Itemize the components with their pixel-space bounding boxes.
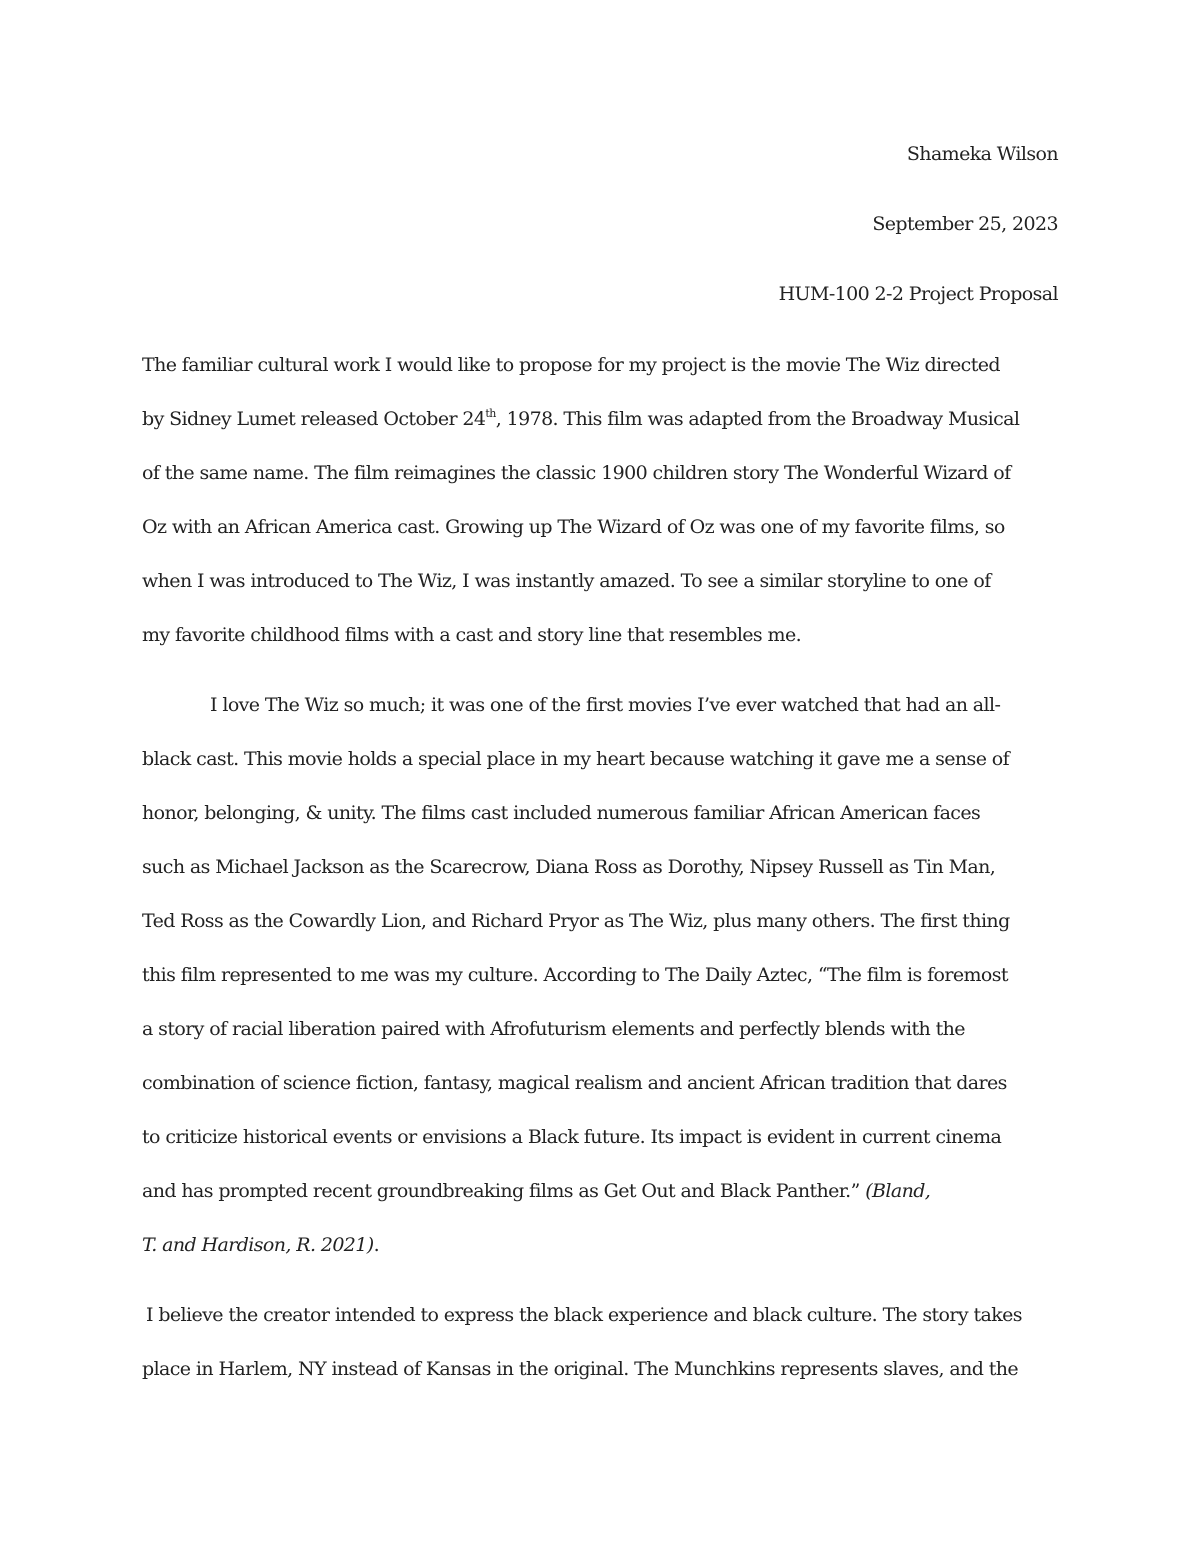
paragraph-line: when I was introduced to The Wiz, I was instantly amazed. To see a similar storyline to one of xyxy=(142,570,991,592)
paragraph-line: T. and Hardison, R. 2021). xyxy=(142,1234,380,1256)
superscript: th xyxy=(485,407,496,420)
paragraph-line: place in Harlem, NY instead of Kansas in the original. The Munchkins represents slaves, and the xyxy=(142,1358,1019,1380)
paragraph-line: a story of racial liberation paired with Afrofuturism elements and perfectly blends with the xyxy=(142,1018,965,1040)
paragraph-line: The familiar cultural work I would like to propose for my project is the movie The Wiz directed xyxy=(142,354,1000,376)
paragraph-line: Oz with an African America cast. Growing up The Wizard of Oz was one of my favorite films, so xyxy=(142,516,1005,538)
citation: (Bland, xyxy=(865,1180,931,1202)
paragraph-line: I believe the creator intended to express the black experience and black culture. The story takes xyxy=(146,1304,1022,1326)
paragraph-line: I love The Wiz so much; it was one of the first movies I’ve ever watched that had an all- xyxy=(210,694,1001,716)
paragraph-line: black cast. This movie holds a special place in my heart because watching it gave me a sense of xyxy=(142,748,1010,770)
course-title: HUM-100 2-2 Project Proposal xyxy=(778,283,1058,305)
paragraph-line: honor, belonging, & unity. The films cast included numerous familiar African American faces xyxy=(142,802,981,824)
paragraph-line: to criticize historical events or envisions a Black future. Its impact is evident in current cinema xyxy=(142,1126,1002,1148)
citation: T. and Hardison, R. 2021) xyxy=(142,1234,374,1256)
paragraph-line: by Sidney Lumet released October 24th, 1978. This film was adapted from the Broadway Musical xyxy=(142,407,1020,430)
document-date: September 25, 2023 xyxy=(872,213,1058,235)
paragraph-line: such as Michael Jackson as the Scarecrow, Diana Ross as Dorothy, Nipsey Russell as Tin Man, xyxy=(142,856,996,878)
paragraph-line: and has prompted recent groundbreaking films as Get Out and Black Panther.” (Bland, xyxy=(142,1180,931,1202)
paragraph-line: combination of science fiction, fantasy, magical realism and ancient African tradition that dares xyxy=(142,1072,1007,1094)
paragraph-line: Ted Ross as the Cowardly Lion, and Richard Pryor as The Wiz, plus many others. The first thing xyxy=(142,910,1010,932)
paragraph-line: of the same name. The film reimagines the classic 1900 children story The Wonderful Wizard of xyxy=(142,462,1011,484)
paragraph-line: this film represented to me was my culture. According to The Daily Aztec, “The film is foremost xyxy=(142,964,1008,986)
author-name: Shameka Wilson xyxy=(906,143,1058,165)
paragraph-line: my favorite childhood films with a cast and story line that resembles me. xyxy=(142,624,802,646)
